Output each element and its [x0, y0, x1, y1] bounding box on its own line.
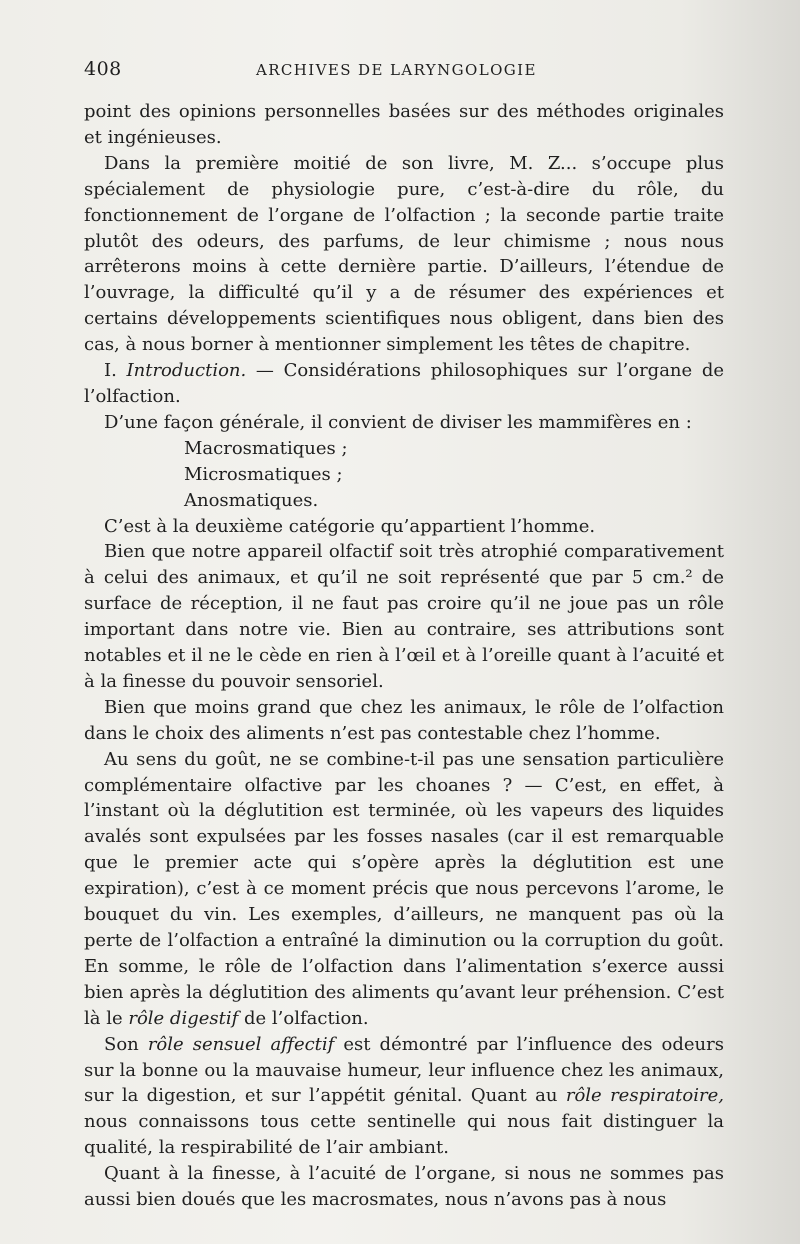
paragraph-6: Bien que notre appareil olfactif soit très atrophié comparativement à celui des animaux, et qu’il ne soit représenté que par 5 cm.² de surface de réception, il ne faut pas croire qu’il ne joue pas un rôle important dans notre vie. Bien au contraire, ses attributions sont notables et il ne le cède en rien à l’œil et à l’oreille quant à l’acuité et à la finesse du pouvoir sensoriel.	[84, 541, 724, 692]
paragraph-8-end: de l’olfaction.	[244, 1007, 369, 1029]
paragraph-9-middle: est démontré par l’influence des odeurs sur la bonne ou la mauvaise humeur, leur influence chez les animaux, sur la digestion, et sur l’appétit génital. Quant au	[84, 1033, 724, 1107]
sensual-role-term: rôle sensuel affectif	[147, 1033, 335, 1055]
paragraph-1: point des opinions personnelles basées sur des méthodes originales et ingénieuses.	[84, 101, 724, 148]
running-title: ARCHIVES DE LARYNGOLOGIE	[256, 61, 537, 79]
paragraph-2: Dans la première moitié de son livre, M. Z... s’occupe plus spécialement de physiologie pure, c’est-à-dire du rôle, du fonctionnement de l’organe de l’olfaction ; la seconde partie traite plutôt des odeurs, des parfums, de leur chimisme ; nous nous arrêterons moins à cette dernière partie. D’ailleurs, l’étendue de l’ouvrage, la difficulté qu’il y a de résumer des expériences et certains développements scientifiques nous obligent, dans bien des cas, à nous borner à mentionner simplement les têtes de chapitre.	[84, 152, 724, 356]
page-header	[84, 58, 724, 88]
paragraph-4: D’une façon générale, il convient de diviser les mammifères en :	[104, 411, 692, 433]
paragraph-9	[84, 1032, 724, 1162]
respiratory-role-term: rôle respiratoire,	[565, 1085, 724, 1107]
digestive-role-term: rôle digestif	[128, 1007, 239, 1029]
list-item: Macrosmatiques ;	[184, 437, 348, 459]
mammal-categories-list	[84, 436, 724, 514]
section-heading	[84, 358, 724, 410]
section-number: I.	[104, 360, 117, 382]
paragraph-9-start: Son	[104, 1033, 139, 1055]
paragraph-5: C’est à la deuxième catégorie qu’appartient l’homme.	[104, 515, 596, 537]
paragraph-8-text: Au sens du goût, ne se combine-t-il pas une sensation particulière complémentaire olfactive par les choanes ? — C’est, en effet, à l’instant où la déglutition est terminée, où les vapeurs des liquides avalés sont expulsées par les fosses nasales (car il est remarquable que le premier acte qui s’opère après la déglutition est une expiration), c’est à ce moment précis que nous percevons l’arome, le bouquet du vin. Les exemples, d’ailleurs, ne manquent pas où la perte de l’olfaction a entraîné la diminution ou la corruption du goût. En somme, le rôle de l’olfaction dans l’alimentation s’exerce aussi bien après la déglutition des aliments qu’avant leur préhension. C’est là le	[84, 748, 724, 1029]
page-number: 408	[84, 58, 122, 80]
paragraph-9-end: nous connaissons tous cette sentinelle qui nous fait distinguer la qualité, la respirabilité de l’air ambiant.	[84, 1111, 724, 1159]
paragraph-7: Bien que moins grand que chez les animaux, le rôle de l’olfaction dans le choix des aliments n’est pas contestable chez l’homme.	[84, 696, 724, 744]
list-item: Microsmatiques ;	[184, 463, 343, 485]
list-item: Anosmatiques.	[184, 489, 319, 511]
paragraph-10: Quant à la finesse, à l’acuité de l’organe, si nous ne sommes pas aussi bien doués que les macrosmates, nous n’avons pas à nous	[84, 1163, 724, 1211]
paragraph-8	[84, 747, 724, 1032]
body-text	[84, 99, 724, 1213]
section-subtitle: — Considérations philosophiques sur l’organe de l’olfaction.	[84, 360, 725, 407]
section-title: Introduction.	[126, 360, 247, 382]
